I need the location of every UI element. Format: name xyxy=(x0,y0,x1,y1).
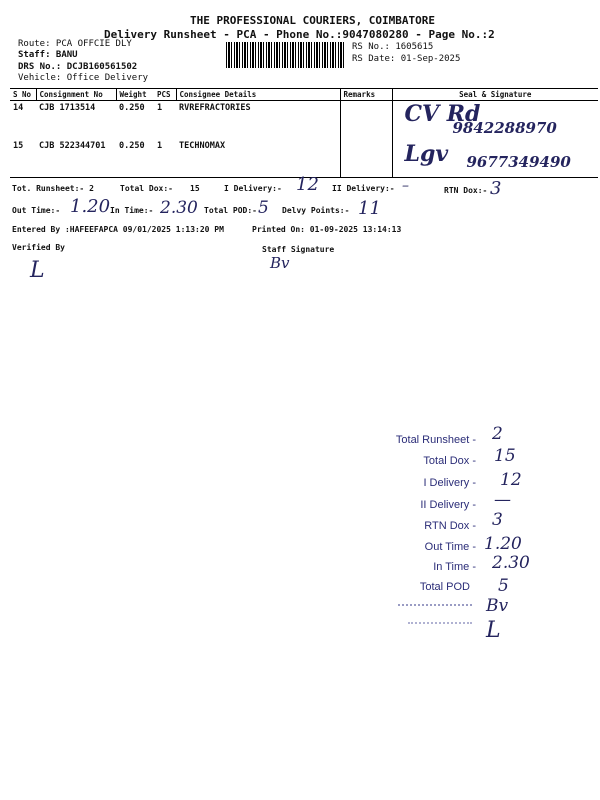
printed-on: Printed On: 01-09-2025 13:14:13 xyxy=(252,225,402,234)
stamp-staff-sign: Bv xyxy=(486,596,509,616)
col-header-consignment: Consignment No xyxy=(36,89,116,101)
total-dox-value: 15 xyxy=(190,184,200,193)
stamp-value-rtn-dox: 3 xyxy=(492,510,503,530)
stamp-label-rtn-dox: RTN Dox - xyxy=(424,520,476,532)
table-header-row xyxy=(10,89,598,101)
col-header-pcs: PCS xyxy=(154,89,176,101)
stamp-label-i-delivery: I Delivery - xyxy=(423,477,476,489)
rtn-dox-value: 3 xyxy=(490,178,502,199)
stamp-label-in-time: In Time - xyxy=(433,561,476,573)
ii-delivery-value: – xyxy=(402,178,409,194)
stamp-smudge-line xyxy=(408,622,472,627)
handwritten-signature: Lgv xyxy=(404,141,449,167)
table-row xyxy=(10,139,598,178)
total-dox-label: Total Dox:- xyxy=(120,184,173,193)
stamp-label-ii-delivery: II Delivery - xyxy=(420,499,476,511)
cell-consignee: TECHNOMAX xyxy=(176,139,340,178)
stamp-label-total-runsheet: Total Runsheet - xyxy=(395,434,476,446)
cell-consignment: CJB 522344701 xyxy=(36,139,116,178)
stamp-value-out-time: 1.20 xyxy=(484,534,522,554)
stamp-verifier-sign: L xyxy=(486,618,501,643)
staff-label: Staff: BANU xyxy=(18,50,78,60)
delvy-points-value: 11 xyxy=(358,198,381,219)
cell-remarks xyxy=(340,139,392,178)
col-header-seal: Seal & Signature xyxy=(392,89,598,101)
cell-weight: 0.250 xyxy=(116,139,154,178)
handwritten-phone: 9842288970 xyxy=(452,119,557,137)
stamp-value-i-delivery: 12 xyxy=(500,470,522,490)
route-label: Route: PCA OFFCIE DLY xyxy=(18,39,132,49)
company-name: THE PROFESSIONAL COURIERS, COIMBATORE xyxy=(190,14,436,27)
barcode-image xyxy=(226,42,346,68)
col-header-remarks: Remarks xyxy=(340,89,392,101)
runsheet-table xyxy=(10,88,598,178)
rtn-dox-label: RTN Dox:- xyxy=(444,186,488,195)
total-pod-value: 5 xyxy=(258,198,269,218)
stamp-label-total-pod: Total POD xyxy=(419,581,470,593)
verified-signature: L xyxy=(30,258,45,283)
cell-signature xyxy=(392,101,598,140)
staff-signature-label: Staff Signature xyxy=(262,245,335,254)
runsheet-title: Delivery Runsheet - PCA - Phone No.:9047080280 - Page No.:2 xyxy=(104,28,495,41)
stamp-label-total-dox: Total Dox - xyxy=(423,455,476,467)
col-header-sno: S No xyxy=(10,89,36,101)
i-delivery-label: I Delivery:- xyxy=(224,184,282,193)
staff-signature-mark: Bv xyxy=(270,254,290,272)
i-delivery-value: 12 xyxy=(296,174,319,195)
rs-number: RS No.: 1605615 xyxy=(352,42,434,52)
in-time-value: 2.30 xyxy=(160,198,198,218)
cell-pcs: 1 xyxy=(157,103,163,113)
cell-weight: 0.250 xyxy=(119,103,145,113)
stamp-value-total-runsheet: 2 xyxy=(492,424,503,444)
out-time-label: Out Time:- xyxy=(12,206,61,215)
stamp-smudge-line xyxy=(398,604,472,609)
entered-by: Entered By :HAFEEFAPCA 09/01/2025 1:13:20 PM xyxy=(12,225,224,234)
cell-remarks xyxy=(340,101,392,140)
cell-consignee: RVREFRACTORIES xyxy=(179,103,251,113)
total-pod-label: Total POD:- xyxy=(204,206,257,215)
handwritten-phone: 9677349490 xyxy=(466,153,571,171)
drs-number: DRS No.: DCJB160561502 xyxy=(18,62,138,72)
cell-pcs: 1 xyxy=(154,139,176,178)
ii-delivery-label: II Delivery:- xyxy=(332,184,395,193)
cell-consignment: CJB 1713514 xyxy=(39,103,96,113)
delvy-points-label: Delvy Points:- xyxy=(282,206,350,215)
cell-sno: 15 xyxy=(10,139,36,178)
stamp-value-total-dox: 15 xyxy=(494,446,516,466)
in-time-label: In Time:- xyxy=(110,206,154,215)
verified-by-label: Verified By xyxy=(12,243,65,252)
stamp-value-total-pod: 5 xyxy=(498,576,509,596)
rs-date: RS Date: 01-Sep-2025 xyxy=(352,54,461,64)
handwritten-signature: CV Rd xyxy=(404,101,481,127)
cell-signature xyxy=(392,139,598,178)
vehicle-label: Vehicle: Office Delivery xyxy=(18,73,149,83)
stamp-value-in-time: 2.30 xyxy=(492,553,530,573)
cell-sno: 14 xyxy=(13,103,24,113)
stamp-value-ii-delivery: — xyxy=(494,490,511,510)
out-time-value: 1.20 xyxy=(70,196,111,217)
table-row xyxy=(10,101,598,140)
col-header-consignee: Consignee Details xyxy=(176,89,340,101)
col-header-weight: Weight xyxy=(116,89,154,101)
tot-runsheet: Tot. Runsheet:- 2 xyxy=(12,184,94,193)
stamp-label-out-time: Out Time - xyxy=(424,541,476,553)
